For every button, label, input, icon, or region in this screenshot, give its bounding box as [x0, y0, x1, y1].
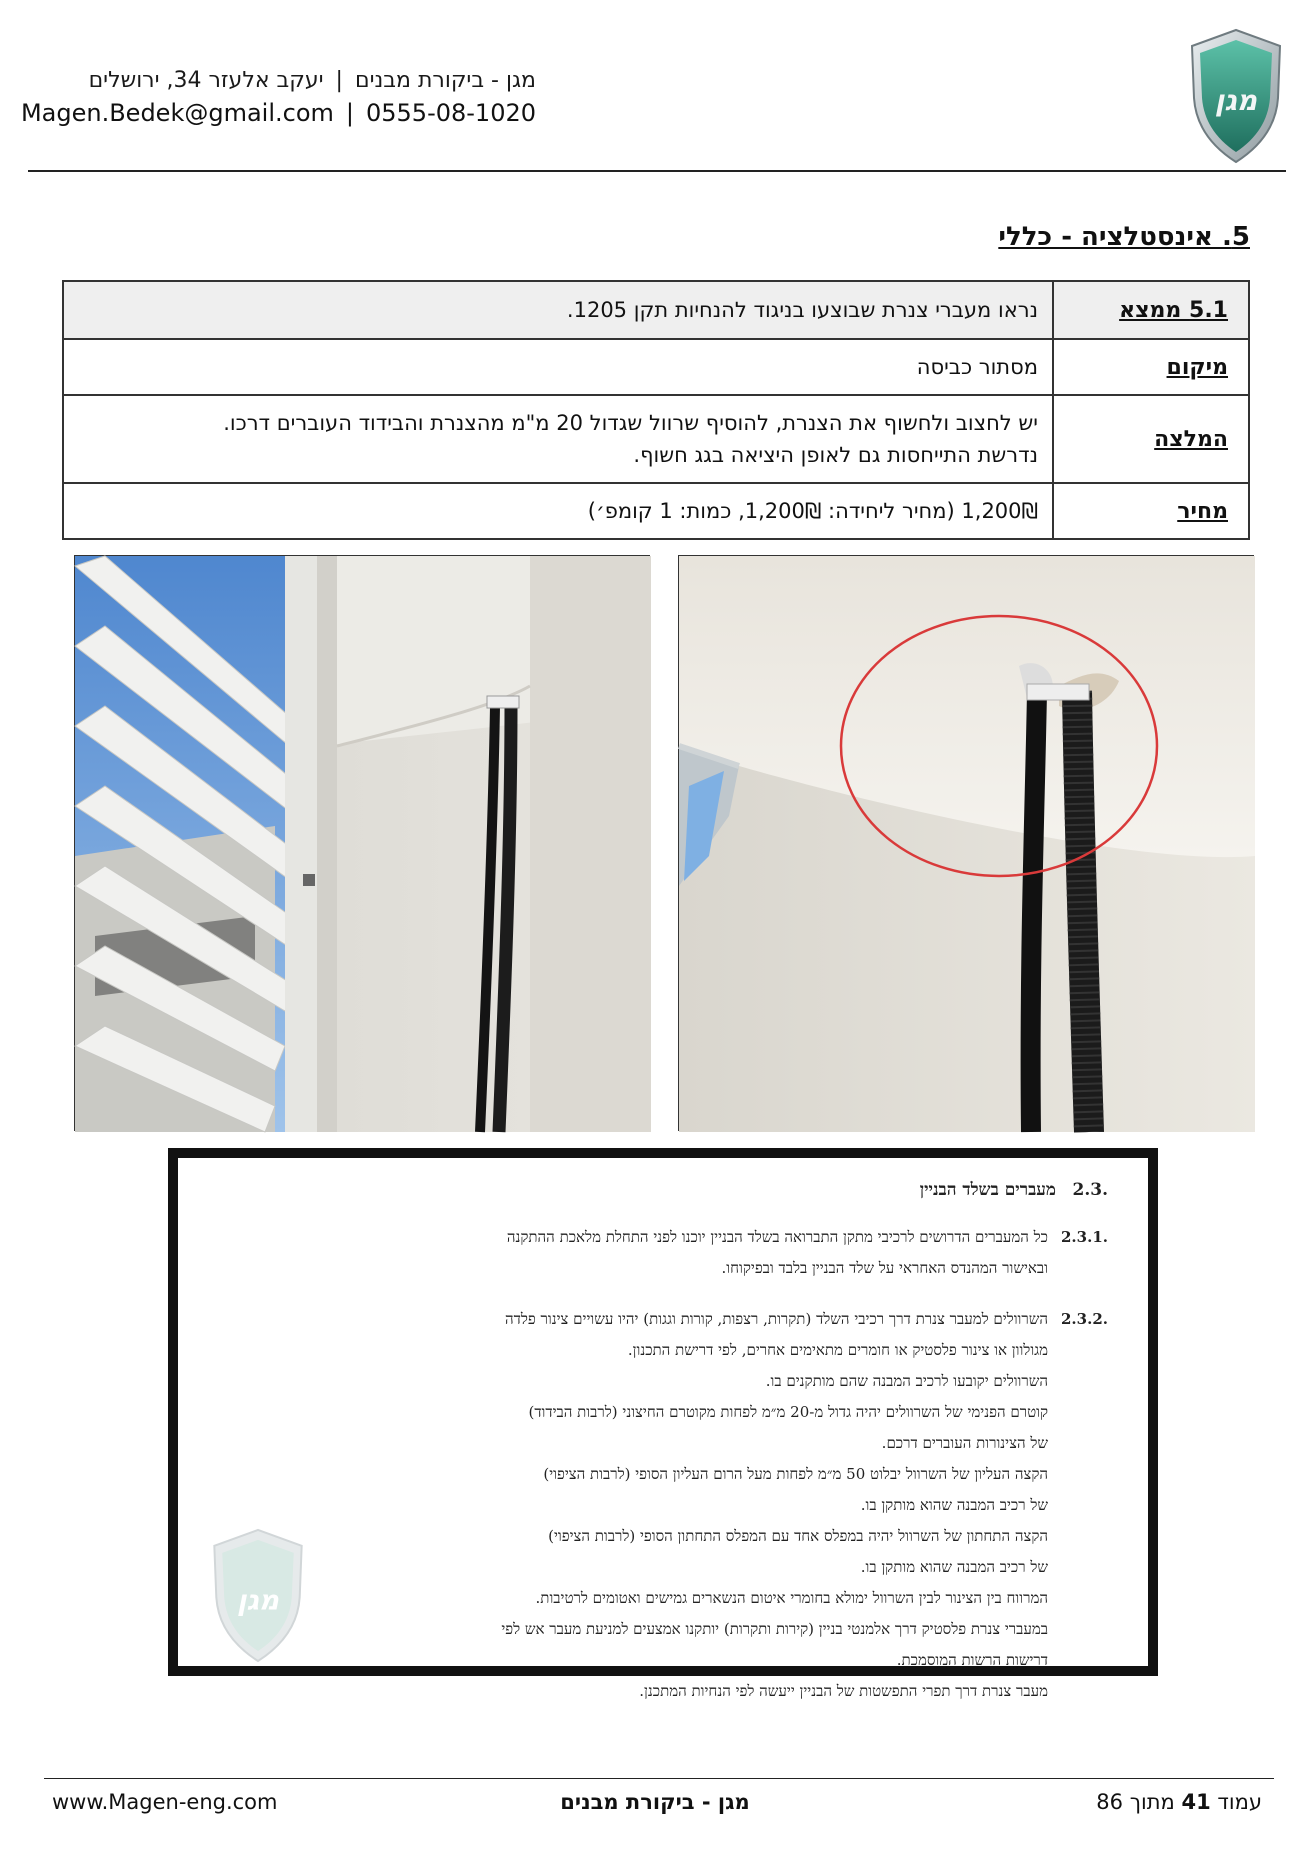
phone: 0555-08-1020	[365, 99, 536, 127]
table-row	[63, 395, 1249, 483]
excerpt-line: המרווח בין הצינור לבין השרוול ימולא בחומרי איטום הנשארים גמישים ואטומים לרטיבות.	[535, 1589, 1048, 1607]
finding-text: נראו מעברי צנרת שבוצעו בניגוד להנחיות תקן 1205.	[63, 281, 1053, 339]
page-total: 86	[1096, 1790, 1124, 1814]
excerpt-item	[258, 1304, 1108, 1707]
excerpt-line: ובאישור המהנדס האחראי על שלד הבניין בלבד ובפיקוחו.	[721, 1259, 1048, 1277]
excerpt-line: כל המעברים הדרושים לרכיבי מתקן התברואה בשלד הבניין יוכנו לפני התחלת מלאכת ההתקנה	[506, 1228, 1048, 1246]
recommendation-line: נדרשת התייחסות גם לאופן היציאה בגג חשוף.	[633, 443, 1038, 467]
table-row	[63, 339, 1249, 395]
address: יעקב אלעזר 34, ירושלים	[88, 68, 324, 93]
excerpt-line: קוטרם הפנימי של השרוולים יהיה גדול מ-20 מ״מ לפחות מקוטרם החיצוני (לרבות הבידוד)	[528, 1403, 1048, 1421]
header-divider	[28, 170, 1286, 172]
excerpt-item	[258, 1222, 1108, 1284]
excerpt-line: השרוולים למעבר צנרת דרך רכיבי השלד (תקרות, רצפות, קורות וגגות) יהיו עשויים צינור פלדה	[505, 1310, 1048, 1328]
excerpt-heading-text: מעברים בשלד הבניין	[919, 1180, 1056, 1200]
photo-laundry-enclosure	[74, 555, 650, 1131]
excerpt-line: דרישות הרשות המוסמכת.	[896, 1651, 1048, 1669]
location-label: מיקום	[1053, 339, 1249, 395]
recommendation-line: יש לחצוב ולחשוף את הצנרת, להוסיף שרוול שגדול 20 מ"מ מהצנרת והבידוד העוברים דרכו.	[223, 411, 1038, 435]
excerpt-line: מגולוון או צינור פלסטיק או חומרים מתאימים אחרים, לפי דרישת התכנון.	[627, 1341, 1048, 1359]
page-prefix: עמוד	[1217, 1790, 1262, 1814]
page-current: 41	[1181, 1790, 1211, 1814]
section-title: 5. אינסטלציה - כללי	[998, 222, 1250, 252]
footer-divider	[44, 1778, 1274, 1779]
svg-text:מגן: מגן	[1214, 84, 1258, 117]
price-label: מחיר	[1053, 483, 1249, 539]
table-row	[63, 281, 1249, 339]
excerpt-line: מעבר צנרת דרך תפרי התפשטות של הבניין ייעשה לפי הנחיות המתכנן.	[639, 1682, 1048, 1700]
table-row	[63, 483, 1249, 539]
excerpt-item-num: .2.3.1	[1061, 1228, 1108, 1246]
email: Magen.Bedek@gmail.com	[20, 99, 334, 127]
header-contact	[21, 66, 536, 130]
excerpt-line: הקצה התחתון של השרוול יהיה במפלס אחד עם המפלס התחתון הסופי (לרבות הציפוי)	[548, 1527, 1048, 1545]
footer-website: www.Magen-eng.com	[52, 1790, 278, 1814]
company-name: מגן - ביקורת מבנים	[354, 68, 536, 93]
price-text: 1,200₪ (מחיר ליחידה: 1,200₪, כמות: 1 קומפ׳)	[63, 483, 1053, 539]
excerpt-line: של הצינורות העוברים דרכם.	[881, 1434, 1048, 1452]
excerpt-line: במעברי צנרת פלסטיק דרך אלמנטי בניין (קירות ותקרות) יותקנו אמצעים למניעת מעבר אש לפי	[501, 1620, 1048, 1638]
page-of: מתוך	[1129, 1790, 1175, 1814]
recommendation-label: המלצה	[1053, 395, 1249, 483]
excerpt-line: של רכיב המבנה שהוא מותקן בו.	[860, 1558, 1048, 1576]
excerpt-line: של רכיב המבנה שהוא מותקן בו.	[860, 1496, 1048, 1514]
location-text: מסתור כביסה	[63, 339, 1053, 395]
page-number	[1096, 1790, 1262, 1814]
recommendation-text	[63, 395, 1053, 483]
excerpt-line: השרוולים יקובעו לרכיב המבנה שהם מותקנים בו.	[765, 1372, 1048, 1390]
footer-company: מגן - ביקורת מבנים	[560, 1790, 750, 1814]
separator: |	[335, 68, 343, 93]
excerpt-heading-num: .2.3	[1072, 1180, 1108, 1200]
finding-label: 5.1 ממצא	[1053, 281, 1249, 339]
excerpt-item-num: .2.3.2	[1061, 1310, 1108, 1328]
standard-excerpt	[168, 1148, 1158, 1700]
separator: |	[345, 99, 354, 127]
svg-text:מגן: מגן	[236, 1583, 280, 1617]
finding-table	[62, 280, 1250, 540]
excerpt-heading	[258, 1176, 1108, 1204]
excerpt-line: הקצה העליון של השרוול יבלוט 50 מ״מ לפחות מעל הרום העליון הסופי (לרבות הציפוי)	[543, 1465, 1048, 1483]
magen-logo	[1188, 28, 1284, 164]
photo-pipes-closeup	[678, 555, 1254, 1131]
